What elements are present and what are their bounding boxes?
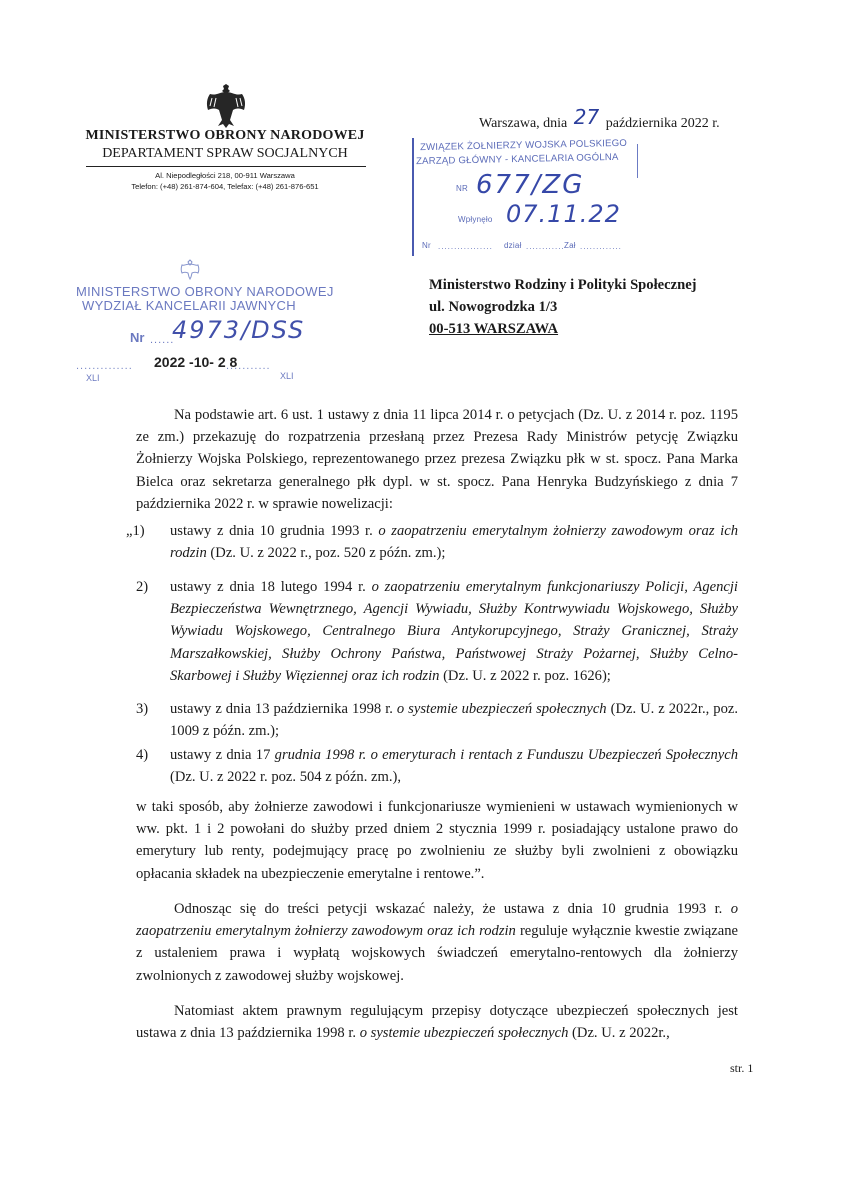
registry-stamp-ministry [76,258,334,388]
list-number: 4) [136,747,149,763]
department-name: DEPARTAMENT SPRAW SOCJALNYCH [102,146,348,161]
paragraph-3 [136,1000,738,1044]
eagle-emblem-icon [204,80,248,130]
stamp-footer-dots: ................. [438,242,493,251]
stamp-footer-zal: Zał [564,241,576,250]
stamp-eagle-icon [180,258,200,280]
stamp-ministry-line2: WYDZIAŁ KANCELARII JAWNYCH [82,298,296,313]
paragraph-act-title: o zaopatrzeniu emerytalnym żołnierzy zawodowym oraz ich rodzin [136,901,738,940]
page-number: str. 1 [730,1061,754,1075]
list-number: 2) [136,579,149,595]
stamp-nr-label: NR [456,184,468,193]
intro-paragraph [136,404,738,515]
closing-paragraph [136,796,738,885]
stamp-union-line2: ZARZĄD GŁÓWNY - KANCELARIA OGÓLNA [415,151,619,168]
paragraph-text: Natomiast aktem prawnym regulującym przepisy dotyczące ubezpieczeń społecznych jest ustawa z dnia 13 października 1998 r. [136,1003,738,1042]
list-item-citation: (Dz. U. z 2022 r., poz. 520 z późn. zm.); [206,545,446,562]
stamp-border-right [637,144,639,178]
stamp-footer-dots: ............. [580,242,622,251]
stamp-footer-dots: ............ [526,242,565,251]
stamp-border-left [412,138,414,256]
list-item-act-title: o zaopatrzeniu emerytalnym żołnierzy zawodowym oraz ich rodzin [170,523,738,562]
address-line: Al. Niepodległości 218, 00-911 Warszawa [155,171,295,180]
stamp-ministry-date: 2022 -10- 2 8 [154,354,238,370]
list-number: 3) [136,701,149,717]
stamp-received-handwritten: 07.11.22 [506,200,621,228]
paragraph-act-title: o systemie ubezpieczeń społecznych [359,1025,569,1042]
date-suffix: października 2022 r. [605,116,720,131]
stamp-ministry-line1: MINISTERSTWO OBRONY NARODOWEJ [76,284,334,299]
handwritten-day: 27 [573,105,600,129]
list-item-text: ustawy z dnia 17 [170,747,275,763]
paragraph-text: Odnosząc się do treści petycji wskazać należy, że ustawa z dnia 10 grudnia 1993 r. [174,901,731,917]
stamp-union-line1: ZWIĄZEK ŻOŁNIERZY WOJSKA POLSKIEGO [419,137,628,154]
intro-text: Na podstawie art. 6 ust. 1 ustawy z dnia 11 lipca 2014 r. o petycjach (Dz. U. z 2014 r. poz. 1195 ze zm.) przekazuję do rozpatrzenia przesłaną przez Prezesa Rady Ministrów petycję Związku Żołnierzy Wojska Polskiego, reprezentowanego przez prezesa Związku płk w st. spocz. Pana Marka Bielca oraz sekretarza generalnego płk dypl. w st. spocz. Pana Henryka Budzyńskiego z dnia 7 października 2022 r. w sprawie nowelizacji: [136,407,738,512]
list-item-citation: (Dz. U. z 2022r., poz. 1009 z późn. zm.); [170,701,738,740]
list-item-act-title: o systemie ubezpieczeń społecznych [396,701,607,717]
list-item-act-title: o zaopatrzeniu emerytalnym funkcjonariuszy Policji, Agencji Bezpieczeństwa Wewnętrznego, Agencji Wywiadu, Służby Kontrwywiadu Wojskowego, Służby Wywiadu Wojskowego, Centralnego Biura Antykorupcyjnego, Straży Granicznej, Straży Marszałkowskiej, Służby Ochrony Państwa, Państwowej Straży Pożarnej, Służby Celno-Skarbowej i Służby Więziennej oraz ich rodzin [170,579,738,684]
recipient-name: Ministerstwo Rodziny i Polityki Społecznej [429,277,697,293]
ministry-name: MINISTERSTWO OBRONY NARODOWEJ [85,128,365,143]
list-item-act-title: grudnia 1998 r. o emeryturach i rentach z Funduszu Ubezpieczeń Społecznych [274,747,738,763]
stamp-ministry-dots: .............. [76,360,133,372]
paragraph-text: (Dz. U. z 2022r., [568,1025,670,1042]
registry-stamp-union [412,138,638,258]
paragraph-text: reguluje wyłącznie kwestie związane z ustaleniem prawa i wypłatą wojskowych świadczeń emerytalno-rentowych dla żołnierzy zwolnionych z zawodowej służby wojskowej. [136,923,739,984]
stamp-ministry-nr-handwritten: 4973/DSS [172,316,306,344]
list-item-citation: (Dz. U. z 2022 r. poz. 504 z późn. zm.), [170,769,402,786]
stamp-ministry-dots: ........... [226,360,271,372]
ministry-address [80,170,370,192]
stamp-ministry-nr-label: Nr [130,330,145,345]
list-item-citation: (Dz. U. z 2022 r. poz. 1626); [439,667,611,684]
recipient-street: ul. Nowogrodzka 1/3 [429,299,558,315]
date-prefix: Warszawa, dnia [479,116,568,131]
closing-text: w taki sposób, aby żołnierze zawodowi i funkcjonariusze wymienieni w ustawach wymienionych w ww. pkt. 1 i 2 powołani do służby przed dniem 2 stycznia 1999 r. posiadający ustalone prawo do emerytury lub renty, podejmujący pracę po zwolnieniu ze służby byli zwolnieni z obowiązku opłacania składek na ubezpieczenie emerytalne i rentowe.”. [136,799,738,882]
list-item-text: ustawy z dnia 10 grudnia 1993 r. [170,523,379,539]
list-number: „1) [126,523,145,539]
date-line [479,105,720,132]
stamp-footer-dzial: dział [504,241,522,250]
stamp-ministry-code-left: XLI [86,373,100,383]
stamp-nr-handwritten: 677/ZG [476,170,585,200]
list-item [170,576,738,687]
list-item [170,698,738,742]
contact-line: Telefon: (+48) 261-874-604, Telefax: (+48) 261-876-651 [131,182,319,191]
list-item [170,520,738,564]
recipient-address [429,274,697,340]
paragraph-2 [136,898,738,987]
list-item [170,744,738,788]
stamp-footer-nr: Nr [422,241,431,250]
stamp-ministry-dots: ...... [150,334,175,346]
header-divider [86,166,366,167]
list-item-text: ustawy z dnia 18 lutego 1994 r. [170,579,372,595]
stamp-received-label: Wpłynęło [458,215,493,224]
list-item-text: ustawy z dnia 13 października 1998 r. [170,701,397,717]
recipient-city: 00-513 WARSZAWA [429,321,559,337]
stamp-ministry-code-right: XLI [280,371,294,381]
